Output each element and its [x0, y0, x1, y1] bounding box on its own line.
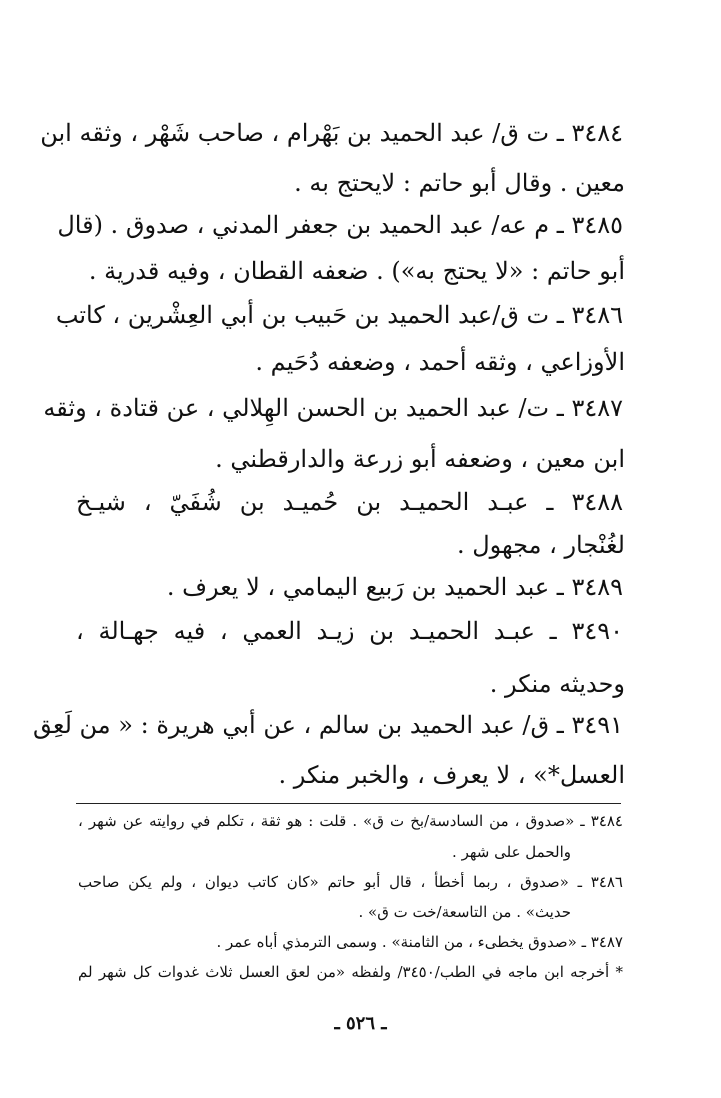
- entry-3484-line-1: ٣٤٨٤ ـ ت ق/ عبد الحميد بن بَهْرام ، صاحب شَهْر ، وثقه ابن: [40, 119, 623, 147]
- entry-3484-line-2: معين . وقال أبو حاتم : لايحتج به .: [294, 169, 625, 197]
- entry-3487-line-2: ابن معين ، وضعفه أبو زرعة والدارقطني .: [215, 445, 625, 473]
- footnote-3484-line-2: والحمل على شهر .: [452, 843, 571, 861]
- entry-3491-line-2: العسل*» ، لا يعرف ، والخبر منكر .: [278, 761, 625, 789]
- footnote-asterisk-line-1: * أخرجه ابن ماجه في الطب/٣٤٥٠/ ولفظه «من لعق العسل ثلاث غدوات كل شهر لم: [78, 963, 623, 981]
- footnote-divider: [76, 803, 621, 804]
- footnote-3486-line-1: ٣٤٨٦ ـ «صدوق ، ربما أخطأ ، قال أبو حاتم «كان كاتب ديوان ، ولم يكن صاحب: [78, 873, 623, 891]
- entry-3485-line-2: أبو حاتم : «لا يحتج به») . ضعفه القطان ، وفيه قدرية .: [88, 257, 625, 285]
- entry-3490-line-1: ٣٤٩٠ ـ عبـد الحميـد بن زيـد العمي ، فيه جهـالة ،: [76, 617, 623, 645]
- footnote-3487-line-1: ٣٤٨٧ ـ «صدوق يخطىء ، من الثامنة» . وسمى الترمذي أباه عمر .: [216, 933, 623, 951]
- footnote-3484-line-1: ٣٤٨٤ ـ «صدوق ، من السادسة/بخ ت ق» . قلت : هو ثقة ، تكلم في روايته عن شهر ،: [78, 812, 623, 830]
- entry-3488-line-1: ٣٤٨٨ ـ عبـد الحميـد بن حُميـد بن شُفَيّ ، شيـخ: [76, 488, 623, 516]
- footnote-3486-line-2: حديث» . من التاسعة/خت ت ق» .: [358, 903, 571, 921]
- entry-3487-line-1: ٣٤٨٧ ـ ت/ عبد الحميد بن الحسن الهِلالي ، عن قتادة ، وثقه: [43, 394, 623, 422]
- entry-3488-line-2: لغُنْجار ، مجهول .: [456, 531, 625, 559]
- page-number: ـ ٥٢٦ ـ: [334, 1013, 387, 1034]
- entry-3486-line-2: الأوزاعي ، وثقه أحمد ، وضعفه دُحَيم .: [255, 348, 625, 376]
- entry-3489-line-1: ٣٤٨٩ ـ عبد الحميد بن رَبيع اليمامي ، لا يعرف .: [166, 573, 623, 601]
- entry-3485-line-1: ٣٤٨٥ ـ م عه/ عبد الحميد بن جعفر المدني ، صدوق . (قال: [57, 211, 623, 239]
- entry-3491-line-1: ٣٤٩١ ـ ق/ عبد الحميد بن سالم ، عن أبي هريرة : « من لَعِق: [33, 711, 623, 739]
- entry-3490-line-2: وحديثه منكر .: [489, 670, 625, 698]
- entry-3486-line-1: ٣٤٨٦ ـ ت ق/عبد الحميد بن حَبيب بن أبي العِشْرين ، كاتب: [55, 301, 623, 329]
